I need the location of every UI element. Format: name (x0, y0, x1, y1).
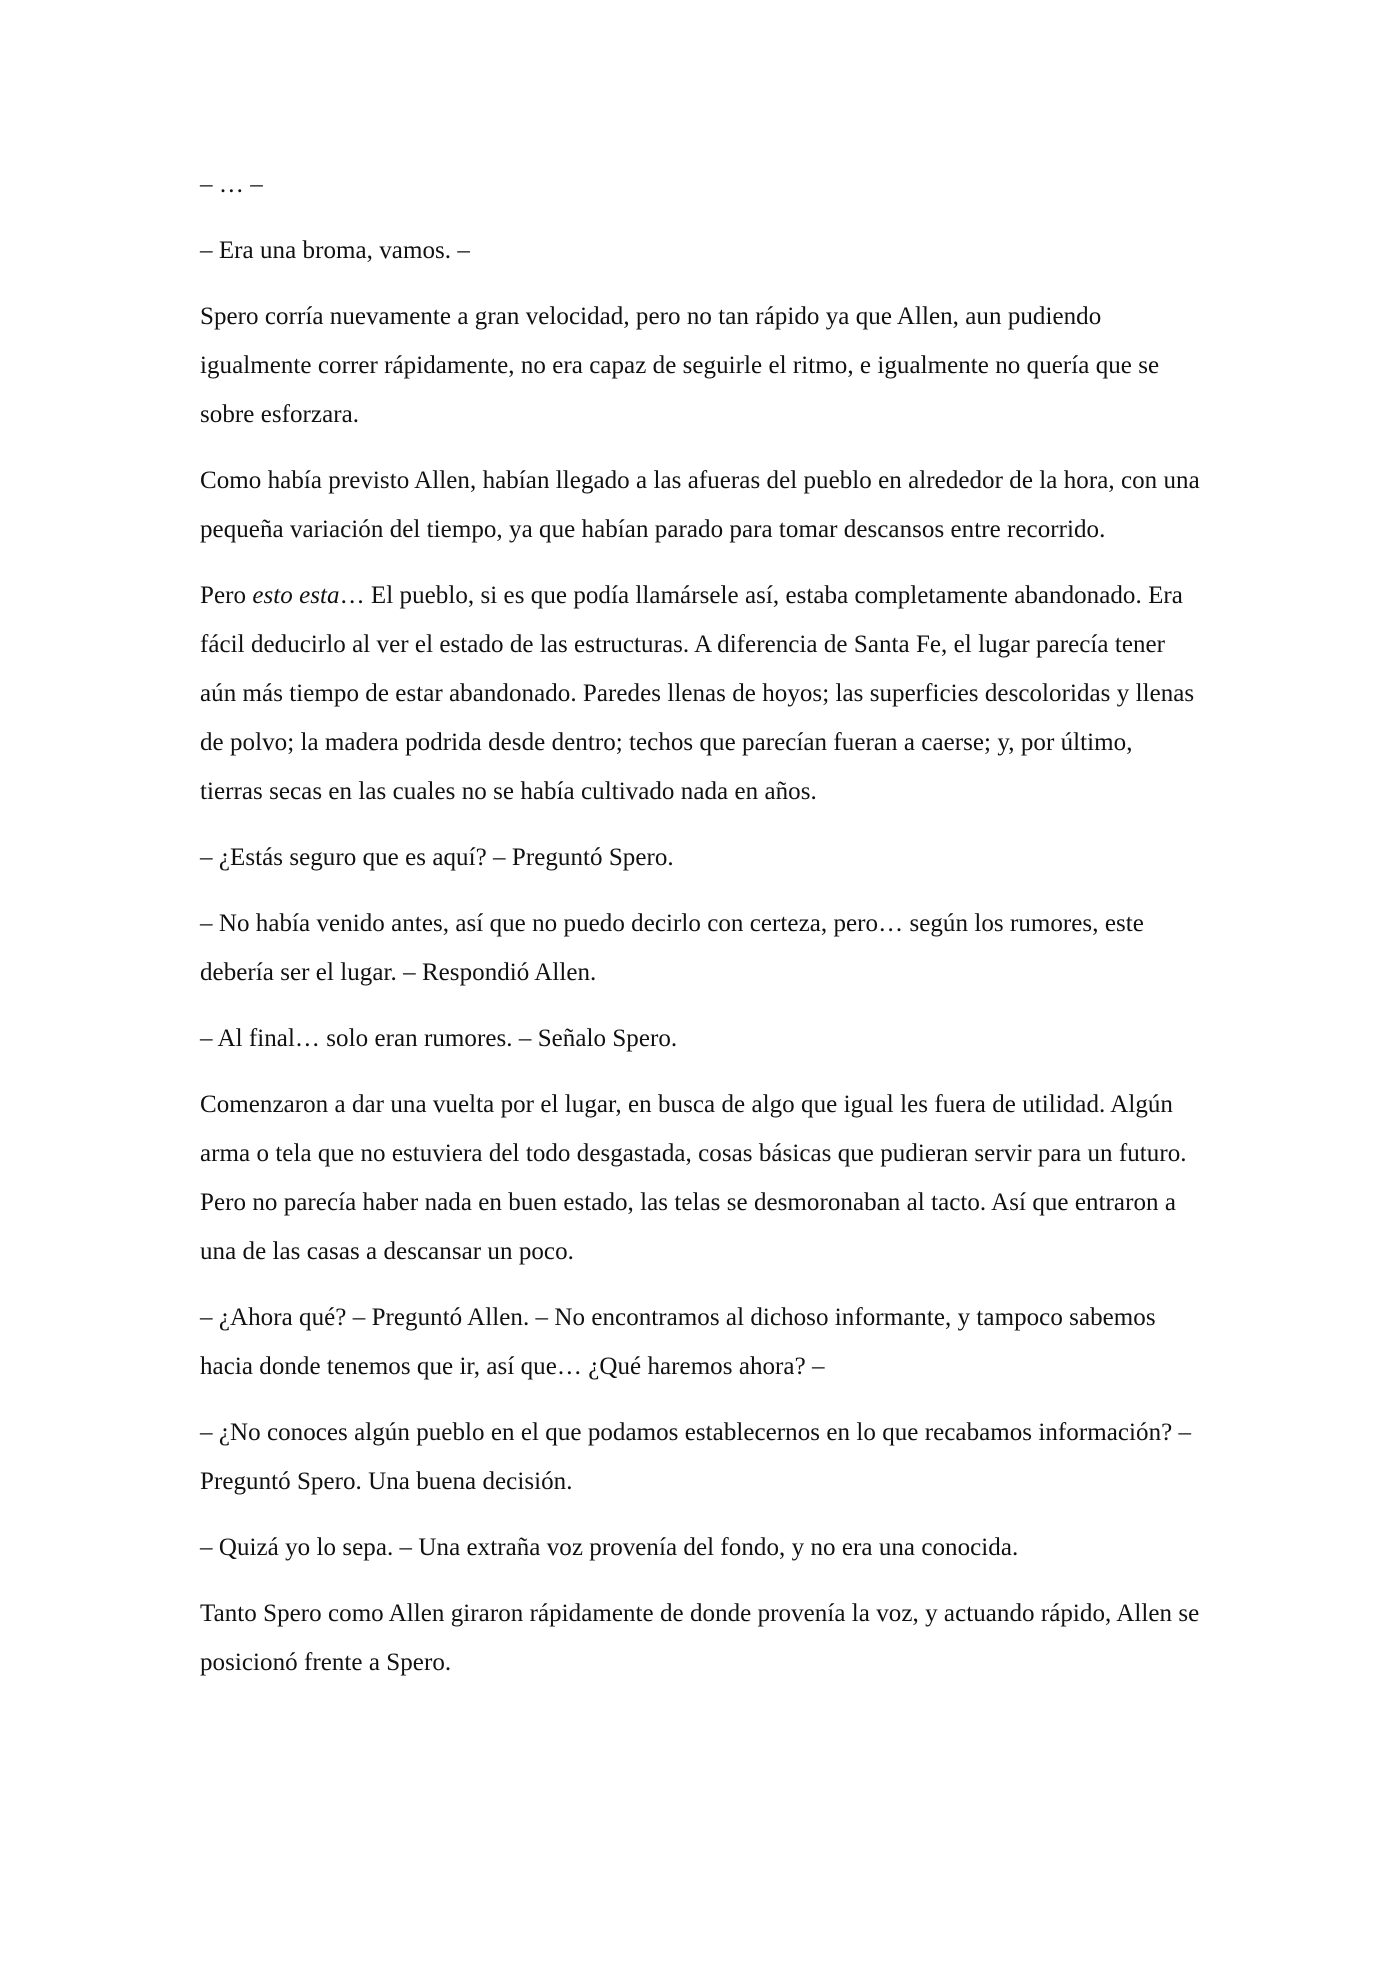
paragraph-narrative-search: Comenzaron a dar una vuelta por el lugar, en busca de algo que igual les fuera de utilidad. Algún arma o tela que no estuviera del todo desgastada, cosas básicas que pudieran servir para un futuro. Pero no parecía haber nada en buen estado, las telas se desmoronaban al tacto. Así que entraron a una de las casas a descansar un poco. (200, 1091, 1187, 1265)
paragraph-prefix: Pero (200, 582, 253, 609)
document-body (200, 160, 1200, 1704)
paragraph-narrative-arrival: Como había previsto Allen, habían llegado a las afueras del pueblo en alrededor de la hora, con una pequeña variación del tiempo, ya que habían parado para tomar descansos entre recorrido. (200, 467, 1200, 543)
paragraph-dialogue-establish: – ¿No conoces algún pueblo en el que podamos establecernos en lo que recabamos información? – Preguntó Spero. Una buena decisión. (200, 1419, 1192, 1495)
paragraph-ellipsis-dialogue: – … – (200, 171, 263, 198)
paragraph-dialogue-rumors: – No había venido antes, así que no puedo decirlo con certeza, pero… según los rumores, este debería ser el lugar. – Respondió Allen. (200, 910, 1144, 986)
paragraph-narrative-running: Spero corría nuevamente a gran velocidad, pero no tan rápido ya que Allen, aun pudiendo igualmente correr rápidamente, no era capaz de seguirle el ritmo, e igualmente no quería que se sobre esforzara. (200, 303, 1160, 428)
paragraph-dialogue-strange-voice: – Quizá yo lo sepa. – Una extraña voz provenía del fondo, y no era una conocida. (200, 1534, 1019, 1561)
paragraph-suffix: … El pueblo, si es que podía llamársele así, estaba completamente abandonado. Era fácil deducirlo al ver el estado de las estructuras. A diferencia de Santa Fe, el lugar parecía tener aún más tiempo de estar abandonado. Paredes llenas de hoyos; las superficies descoloridas y llenas de polvo; la madera podrida desde dentro; techos que parecían fueran a caerse; y, por último, tierras secas en las cuales no se había cultivado nada en años. (200, 582, 1195, 805)
italic-phrase: esto esta (252, 582, 340, 609)
paragraph-narrative-turn: Tanto Spero como Allen giraron rápidamente de donde provenía la voz, y actuando rápido, Allen se posicionó frente a Spero. (200, 1600, 1200, 1676)
paragraph-dialogue-now-what: – ¿Ahora qué? – Preguntó Allen. – No encontramos al dichoso informante, y tampoco sabemos hacia donde tenemos que ir, así que… ¿Qué haremos ahora? – (200, 1304, 1156, 1380)
paragraph-narrative-abandoned-town (200, 571, 1200, 816)
paragraph-dialogue-question: – ¿Estás seguro que es aquí? – Preguntó Spero. (200, 844, 674, 871)
paragraph-dialogue-only-rumors: – Al final… solo eran rumores. – Señalo Spero. (200, 1025, 678, 1052)
paragraph-dialogue-joke: – Era una broma, vamos. – (200, 237, 470, 264)
